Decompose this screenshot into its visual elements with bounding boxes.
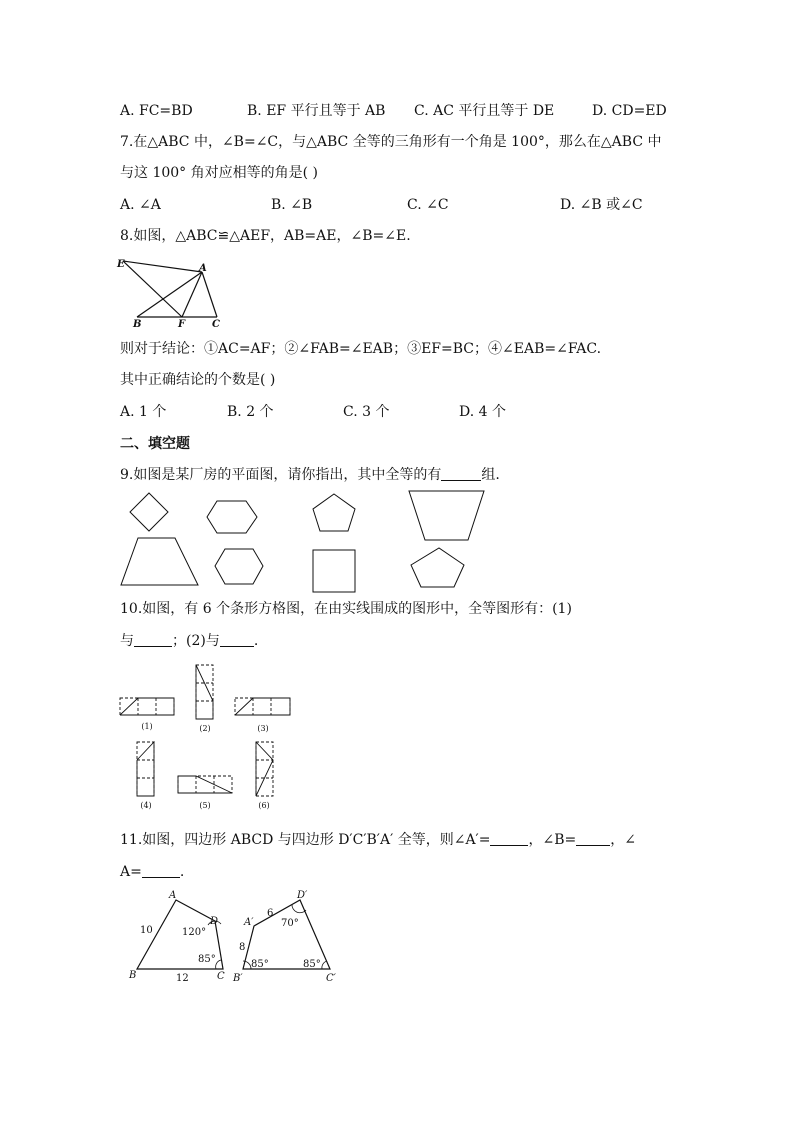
q11-text-a: 11.如图，四边形 ABCD 与四边形 D′C′B′A′ 全等，则∠A′= <box>120 832 491 848</box>
q11-fig2-label-c: C′ <box>326 973 336 984</box>
q8-option-a: A. 1 个 <box>120 404 167 420</box>
q7-option-a: A. ∠A <box>120 197 161 213</box>
q10-label-5: (5) <box>199 801 211 810</box>
shape-diamond <box>130 493 168 531</box>
q11-stem-line1 <box>120 830 636 850</box>
q11-text-b: ，∠B= <box>528 832 577 848</box>
q11-fig2-label-d: D′ <box>297 890 308 901</box>
q7-option-c: C. ∠C <box>407 197 449 213</box>
q11-fig2-angle-d: 70° <box>281 918 299 929</box>
shape-hexagon-top <box>207 501 257 533</box>
q10-label-1: (1) <box>141 722 153 731</box>
shape-trapezoid-top <box>409 491 484 540</box>
q8-conclusions: 则对于结论：①AC=AF；②∠FAB=∠EAB；③EF=BC；④∠EAB=∠FAC. <box>120 341 602 357</box>
q9-stem-end: 组. <box>481 467 500 483</box>
q11-fig2-label-b: B′ <box>233 973 243 984</box>
q11-fig1-side-bc: 12 <box>176 973 189 984</box>
q11-fig1-label-d: D <box>210 916 219 927</box>
q8-label-c: C <box>212 319 220 330</box>
q7-option-b: B. ∠B <box>271 197 313 213</box>
q11-answer-blank-3[interactable] <box>142 863 180 878</box>
q8-label-e: E <box>117 259 125 270</box>
q10-grid-figure <box>115 660 300 815</box>
q6-option-d: D. CD=ED <box>592 103 667 119</box>
q8-option-d: D. 4 个 <box>459 404 506 420</box>
q11-answer-blank-1[interactable] <box>490 831 528 846</box>
q9-answer-blank[interactable] <box>441 466 481 481</box>
shape-pentagon-top <box>313 494 355 531</box>
q7-stem-line1: 7.在△ABC 中，∠B=∠C，与△ABC 全等的三角形有一个角是 100°，那么在△ABC 中 <box>120 134 662 150</box>
shape-trapezoid-bottom <box>121 538 198 585</box>
q9-stem <box>120 465 500 485</box>
q10-stem-line1: 10.如图，有 6 个条形方格图，在由实线围成的图形中，全等图形有：(1) <box>120 601 572 617</box>
q10-label-6: (6) <box>258 801 270 810</box>
q11-quadrilaterals-figure <box>120 888 355 988</box>
q8-question: 其中正确结论的个数是( ) <box>120 372 276 388</box>
q10-text-a: 与 <box>120 633 134 649</box>
q7-stem-line2: 与这 100° 角对应相等的角是( ) <box>120 165 318 181</box>
q8-label-a: A <box>199 263 207 274</box>
q11-fig1-side-ab: 10 <box>140 925 153 936</box>
q10-label-4: (4) <box>140 801 152 810</box>
shape-pentagon-bottom <box>411 548 464 587</box>
q11-fig1-label-c: C <box>217 971 225 982</box>
q8-label-b: B <box>133 319 142 330</box>
q11-fig2-angle-b: 85° <box>251 959 269 970</box>
q6-option-c: C. AC 平行且等于 DE <box>414 103 555 119</box>
q11-text-c: ，∠ <box>610 832 636 848</box>
q10-answer-blank-1[interactable] <box>134 632 172 647</box>
q8-label-f: F <box>178 319 186 330</box>
q8-triangle-figure <box>115 255 230 330</box>
q9-shapes-figure <box>115 488 495 593</box>
section-title-fill-in: 二、填空题 <box>120 436 190 452</box>
q11-fig2-side-ad: 6 <box>267 908 274 919</box>
q11-fig1-label-b: B <box>129 970 137 981</box>
q11-fig2-angle-c: 85° <box>303 959 321 970</box>
q11-fig1-angle-c: 85° <box>198 954 216 965</box>
q10-answer-blank-2[interactable] <box>220 632 254 647</box>
q11-fig1-label-a: A <box>169 890 177 901</box>
q11-text-d: A= <box>120 864 142 880</box>
q10-text-b: ；(2)与 <box>172 633 220 649</box>
q8-option-c: C. 3 个 <box>343 404 390 420</box>
q11-text-e: . <box>179 864 185 880</box>
q11-answer-blank-2[interactable] <box>576 831 610 846</box>
shape-square <box>313 550 355 592</box>
q10-label-3: (3) <box>257 724 269 733</box>
q10-stem-line2 <box>120 631 258 651</box>
q11-stem-line2 <box>120 862 184 882</box>
q11-fig2-label-a: A′ <box>244 917 254 928</box>
shape-hexagon-bottom <box>215 549 263 584</box>
q7-option-d: D. ∠B 或∠C <box>560 197 643 213</box>
q9-stem-text: 9.如图是某厂房的平面图，请你指出，其中全等的有 <box>120 467 442 483</box>
q6-option-a: A. FC=BD <box>120 103 193 119</box>
q10-label-2: (2) <box>199 724 211 733</box>
q11-fig2-side-ab: 8 <box>239 942 246 953</box>
q8-option-b: B. 2 个 <box>227 404 274 420</box>
q11-fig1-angle-d: 120° <box>182 927 207 938</box>
q8-stem: 8.如图，△ABC≌△AEF，AB=AE，∠B=∠E. <box>120 228 411 244</box>
q6-option-b: B. EF 平行且等于 AB <box>247 103 386 119</box>
q10-text-c: . <box>253 633 259 649</box>
